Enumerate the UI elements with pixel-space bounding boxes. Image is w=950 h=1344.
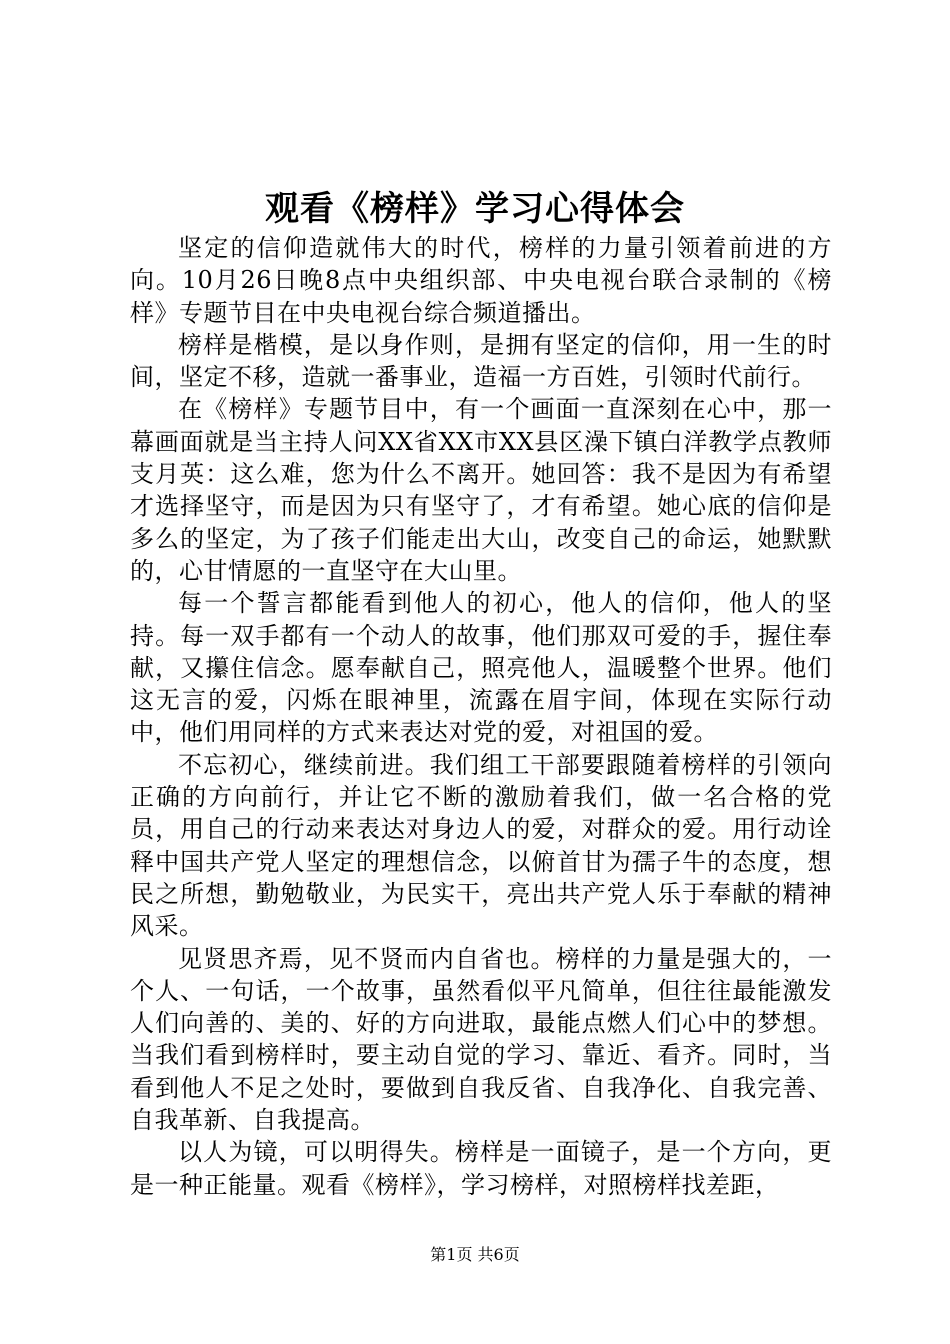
paragraph-5: 不忘初心，继续前进。我们组工干部要跟随着榜样的引领向正确的方向前行，并让它不断的激励着我们，做一名合格的党员，用自己的行动来表达对身边人的爱，对群众的爱。用行动诠释中国共产党人坚定的理想信念，以俯首甘为孺子牛的态度，想民之所想，勤勉敬业，为民实干，亮出共产党人乐于奉献的精神风采。	[130, 750, 832, 941]
page-title: 观看《榜样》学习心得体会	[265, 189, 685, 229]
paragraph-1: 坚定的信仰造就伟大的时代，榜样的力量引领着前进的方向。10月26日晚8点中央组织部、中央电视台联合录制的《榜样》专题节目在中央电视台综合频道播出。	[130, 234, 832, 327]
paragraph-4: 每一个誓言都能看到他人的初心，他人的信仰，他人的坚持。每一双手都有一个动人的故事，他们那双可爱的手，握住奉献，又攥住信念。愿奉献自己，照亮他人，温暖整个世界。他们这无言的爱，闪烁在眼神里，流露在眉宇间，体现在实际行动中，他们用同样的方式来表达对党的爱，对祖国的爱。	[130, 589, 832, 747]
page-footer: 第1页 共6页	[430, 1245, 520, 1264]
paragraph-7: 以人为镜，可以明得失。榜样是一面镜子，是一个方向，更是一种正能量。观看《榜样》，学习榜样，对照榜样找差距，	[130, 1138, 832, 1199]
paragraph-6: 见贤思齐焉，见不贤而内自省也。榜样的力量是强大的，一个人、一句话，一个故事，虽然看似平凡简单，但往往最能激发人们向善的、美的、好的方向进取，最能点燃人们心中的梦想。当我们看到榜样时，要主动自觉的学习、靠近、看齐。同时，当看到他人不足之处时，要做到自我反省、自我净化、自我完善、自我革新、自我提高。	[130, 944, 832, 1135]
paragraph-3: 在《榜样》专题节目中，有一个画面一直深刻在心中，那一幕画面就是当主持人问XX省XX市XX县区澡下镇白洋教学点教师支月英：这么难，您为什么不离开。她回答：我不是因为有希望才选择坚守，而是因为只有坚守了，才有希望。她心底的信仰是多么的坚定，为了孩子们能走出大山，改变自己的命运，她默默的，心甘情愿的一直坚守在大山里。	[130, 395, 832, 585]
document-body	[130, 232, 832, 1201]
paragraph-2: 榜样是楷模，是以身作则，是拥有坚定的信仰，用一生的时间，坚定不移，造就一番事业，造福一方百姓，引领时代前行。	[130, 330, 832, 392]
